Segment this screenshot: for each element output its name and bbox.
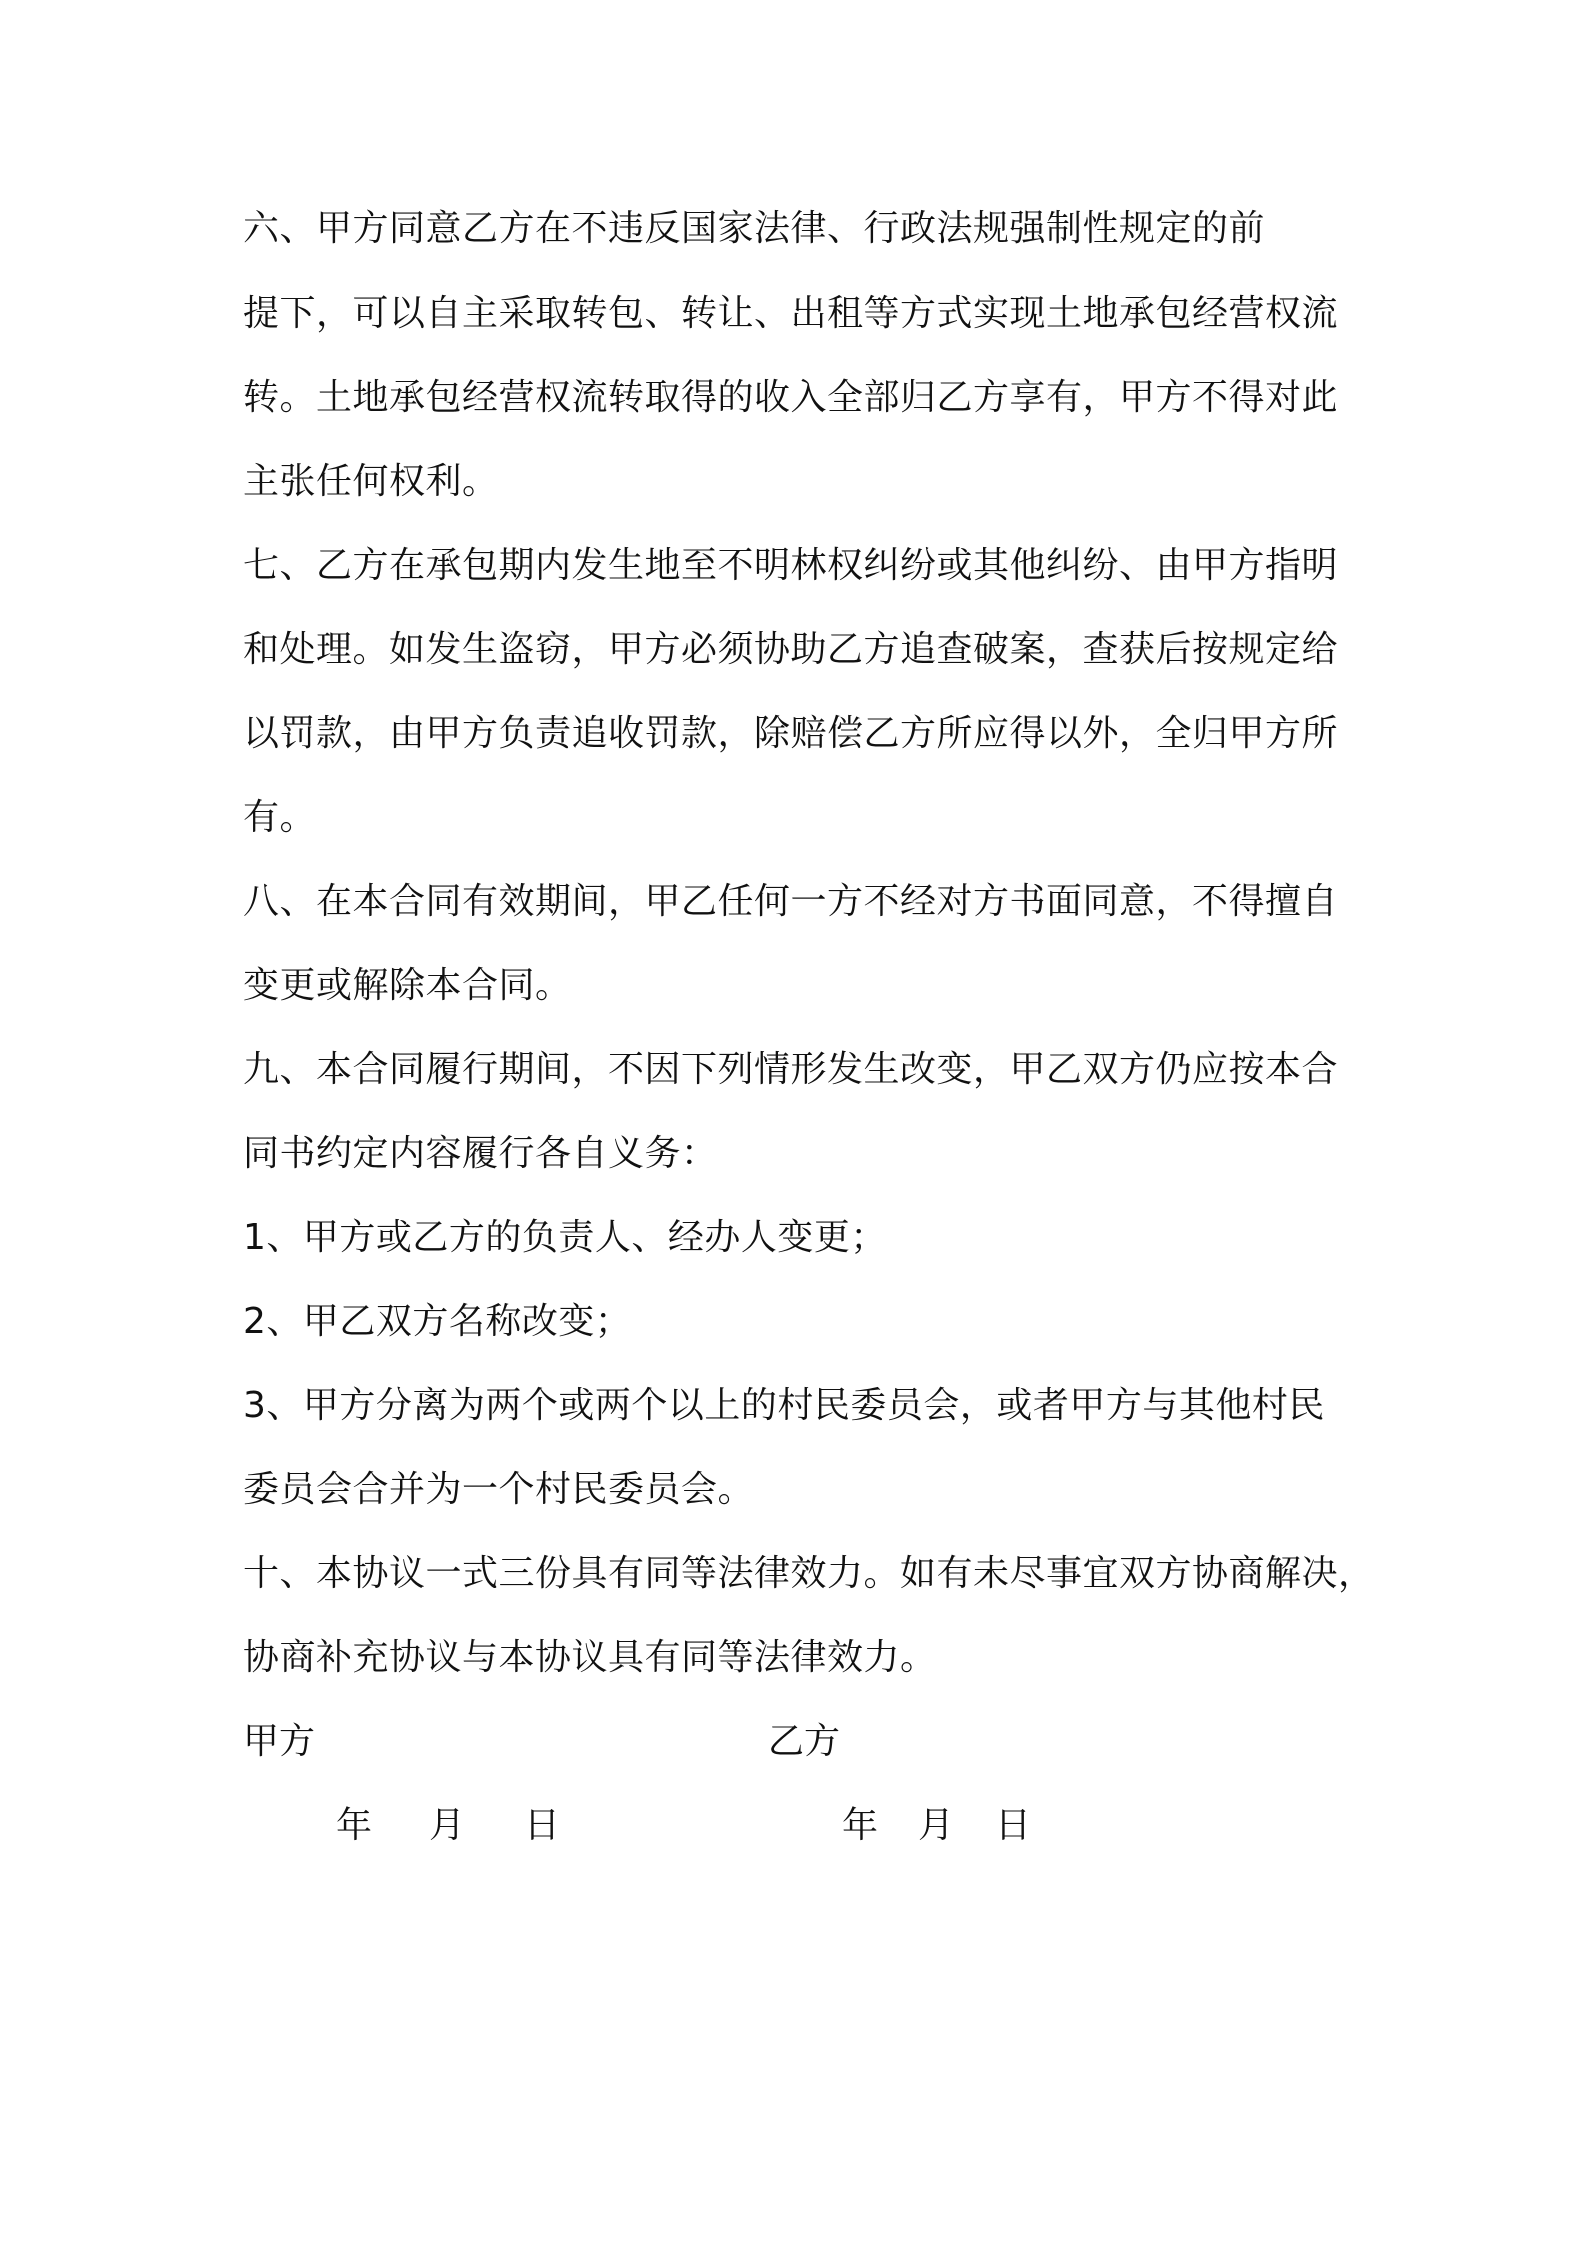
party-b-label: 乙方	[768, 1721, 841, 1762]
clause-9-line-2: 同书约定内容履行各自义务：	[243, 1133, 718, 1174]
party-b-day: 日	[995, 1805, 1032, 1846]
clause-6-line-3: 转。土地承包经营权流转取得的收入全部归乙方享有，甲方不得对此	[243, 377, 1339, 418]
clause-7-line-1: 七、乙方在承包期内发生地至不明林权纠纷或其他纠纷、由甲方指明	[243, 545, 1339, 586]
clause-7-line-3: 以罚款，由甲方负责追收罚款，除赔偿乙方所应得以外，全归甲方所	[243, 713, 1339, 754]
clause-9-item-1: 1、甲方或乙方的负责人、经办人变更；	[243, 1217, 887, 1258]
clause-9-item-3-line-2: 委员会合并为一个村民委员会。	[243, 1469, 755, 1510]
clause-10-line-2: 协商补充协议与本协议具有同等法律效力。	[243, 1637, 937, 1678]
clause-8-line-2: 变更或解除本合同。	[243, 965, 572, 1006]
clause-9-item-3-line-1: 3、甲方分离为两个或两个以上的村民委员会，或者甲方与其他村民	[243, 1385, 1325, 1426]
clause-9-item-2: 2、甲乙双方名称改变；	[243, 1301, 632, 1342]
clause-6-line-4: 主张任何权利。	[243, 461, 499, 502]
clause-6-line-2: 提下，可以自主采取转包、转让、出租等方式实现土地承包经营权流	[243, 293, 1339, 334]
party-b-month: 月	[918, 1805, 955, 1846]
party-a-year: 年	[336, 1805, 373, 1846]
clause-10-line-1: 十、本协议一式三份具有同等法律效力。如有未尽事宜双方协商解决，	[243, 1553, 1375, 1594]
clause-6-line-1: 六、甲方同意乙方在不违反国家法律、行政法规强制性规定的前	[243, 208, 1266, 249]
party-a-day: 日	[524, 1805, 561, 1846]
party-b-year: 年	[842, 1805, 879, 1846]
party-a-month: 月	[429, 1805, 466, 1846]
clause-8-line-1: 八、在本合同有效期间，甲乙任何一方不经对方书面同意，不得擅自	[243, 881, 1339, 922]
clause-9-line-1: 九、本合同履行期间，不因下列情形发生改变，甲乙双方仍应按本合	[243, 1049, 1339, 1090]
clause-7-line-2: 和处理。如发生盗窃，甲方必须协助乙方追查破案，查获后按规定给	[243, 629, 1339, 670]
party-a-label: 甲方	[243, 1721, 316, 1762]
clause-7-line-4: 有。	[243, 797, 317, 838]
